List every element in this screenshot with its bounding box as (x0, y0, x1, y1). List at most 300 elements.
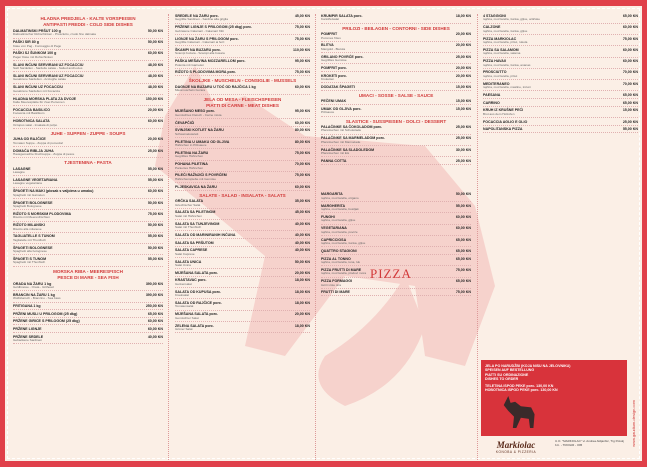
menu-item-price: 45,00 KN (294, 210, 310, 215)
menu-item (175, 260, 310, 270)
menu-item (13, 293, 163, 303)
menu-item (175, 25, 310, 35)
section-heading: PRILOZI - BEILAGEN - CONTORNI - SIDE DISHES (342, 25, 450, 31)
menu-item (13, 201, 163, 211)
menu-item-name: VEGETARIANA (321, 226, 347, 231)
menu-item-name: SALATA SA PILETINOM (175, 210, 216, 215)
menu-item (13, 282, 163, 292)
menu-item-name: PILETINA U UMAKU OD GLJIVA (175, 139, 230, 144)
menu-item-price: 65,00 KN (455, 237, 471, 242)
menu-item-name: ĆEVAPČIĆI (175, 120, 195, 125)
menu-item-name: FOCACCIA BASILICO (13, 107, 51, 112)
menu-item-name: CALZONE (483, 25, 501, 30)
menu-item-name: SALATA SA PRŠUTOM (175, 240, 214, 245)
fish-list (13, 282, 163, 345)
menu-item-price: 25,00 KN (147, 148, 163, 153)
menu-item-price: 25,00 KN (622, 119, 638, 124)
menu-item-name: BRANCIN NA ŽARU 1 kg (13, 292, 55, 297)
menu-item-price: 55,00 KN (455, 203, 471, 208)
menu-item-price: 150,00 KN (145, 96, 163, 101)
menu-item-name: PRŽENE GIRICE S PRILOGOM (25 dkg) (13, 319, 80, 324)
menu-item-name: PLJESKAVICA NA ŽARU (175, 184, 217, 189)
sides-list (321, 32, 471, 91)
menu-item (13, 63, 163, 73)
menu-column-3 (321, 14, 471, 298)
menu-item-description: Gesalzene Sardellen - Acciughe salate (13, 77, 67, 82)
menu-item (321, 249, 471, 255)
menu-item-price: 60,00 KN (294, 84, 310, 89)
menu-item-description: Tomaten Suppe - Zuppa di pomodori (13, 140, 64, 145)
menu-column-1 (13, 14, 163, 346)
menu-item-price: 60,00 KN (455, 226, 471, 231)
menu-item-name: SLANI INĆUNI SERVIRANI UZ FOCACCIU (13, 74, 84, 78)
menu-item-price: 20,00 KN (455, 43, 471, 48)
menu-item (13, 40, 163, 50)
menu-item-description: Spaghetti alla bolognese (13, 249, 47, 254)
menu-item-name: DOMAĆA RIBLJA JUHA (13, 148, 54, 153)
menu-item-row (321, 249, 471, 253)
column-divider (168, 14, 169, 460)
menu-item-name: KRUH IZ KRUŠNE PEĆI (483, 108, 524, 113)
special-order-price: HOBOTNICA ISPOD PEKE porc. 130,00 KN (485, 388, 558, 393)
menu-item-price: 18,00 KN (294, 301, 310, 306)
menu-item-price: 75,00 KN (455, 290, 471, 295)
menu-item-price: 40,00 KN (294, 221, 310, 226)
menu-item-name: LASAGNE (13, 166, 31, 171)
menu-item (13, 51, 163, 61)
menu-item-name: ŠPAGETI BOLOGNESE (13, 200, 53, 205)
menu-item-row (483, 93, 638, 97)
special-order-line: SPEISEN AUF BESTELLUNG (485, 368, 535, 373)
menu-item-description: rajčica, mozzarella, origano (321, 195, 359, 200)
menu-item (175, 14, 310, 24)
menu-item-price: 30,00 KN (455, 147, 471, 152)
menu-item-description: rajčica, mozzarella, pršut, rukola (483, 40, 528, 44)
menu-item-price: 18,00 KN (455, 14, 471, 18)
menu-item (13, 167, 163, 177)
menu-item-price: 20,00 KN (147, 107, 163, 112)
menu-item-row (321, 99, 471, 103)
menu-item-price: 75,00 KN (294, 173, 310, 178)
special-order-line: DISHES TO ORDER (485, 376, 519, 381)
menu-item-description: rajčica, mozzarella, tuna, luk (321, 259, 361, 264)
menu-item-name: PROSCIUTTO (483, 70, 507, 75)
menu-item-price: 55,00 KN (147, 257, 163, 262)
menu-item-price: 60,00 KN (147, 119, 163, 124)
menu-item-description: Wolfsbarsch - Branzino - Sea bass (13, 296, 61, 301)
menu-item-price: 40,00 KN (294, 233, 310, 238)
menu-item-name: SALATA CAPRESE (175, 248, 208, 253)
menu-item (483, 82, 638, 92)
menu-item-row (321, 290, 471, 294)
menu-item-price: 250,00 KN (145, 304, 163, 309)
fish-list-continued (175, 14, 310, 76)
menu-item-description: Lasagne vegetariana (13, 181, 42, 186)
menu-item (175, 278, 310, 288)
menu-item (321, 159, 471, 165)
meat-list (175, 109, 310, 190)
menu-item-name: PIZZA AL TONNO (321, 256, 351, 261)
menu-item-price: 65,00 KN (622, 14, 638, 18)
menu-item-name: RIŽOTO MILANSKI (13, 223, 45, 228)
menu-item-price: 48,00 KN (147, 85, 163, 90)
menu-item-description: Pager Käse mit Rohschinken (13, 54, 53, 59)
menu-item (175, 233, 310, 239)
sauces-list (321, 99, 471, 116)
menu-item-name: POMFRIT (321, 32, 338, 37)
menu-item-name: ZELENA SALATA porc. (175, 323, 214, 328)
section-heading: PIATTI DI CARNE - MEAT DISHES (206, 103, 279, 108)
menu-item (483, 14, 638, 24)
menu-item-name: QUATTRO STAGIONI (321, 248, 357, 253)
section-heading: MORSKA RIBA - MEERESFISCH (53, 268, 123, 274)
section-heading: ŠKOLJKE - MUSCHELN - CONSIGLIE - MUSSELS (188, 78, 297, 84)
pasta-list (13, 167, 163, 267)
menu-item-name: PIZZA SA SALAMOM (483, 47, 519, 52)
menu-item-price: 25,00 KN (455, 54, 471, 59)
menu-item-description: rajčica, mozzarella, masline, inćuni (483, 85, 531, 90)
menu-item-name: PALAČINKE SA SLADOLEDOM (321, 147, 375, 152)
menu-item-row (321, 66, 471, 70)
menu-item (483, 108, 638, 118)
menu-item-name: MARGARITA (321, 192, 343, 197)
menu-item-name: MIJEŠANA SALATA porc. (175, 312, 219, 317)
menu-item-description: Schweinekotelett (175, 131, 199, 136)
menu-item-price: 15,00 KN (455, 106, 471, 111)
menu-item (175, 173, 310, 183)
menu-item-price: 50,00 KN (147, 40, 163, 45)
menu-item-description: četiri vrste sira (321, 282, 341, 287)
menu-item (175, 85, 310, 95)
menu-item (13, 212, 163, 222)
menu-item-description: Hähnchen in Pilzsauce (175, 143, 207, 147)
menu-item (175, 241, 310, 247)
menu-item-price: 60,00 KN (147, 189, 163, 194)
menu-item-description: Mangold - Bietola (321, 46, 346, 51)
menu-item (13, 29, 163, 39)
menu-item-description: Gebackene Sardinen (13, 337, 43, 342)
section-heading: UMACI - SOSSE - SALSE - SAUCE (358, 92, 434, 98)
menu-item-name: CARRINO (483, 100, 500, 105)
menu-item (13, 149, 163, 159)
menu-item-price: 75,00 KN (147, 211, 163, 216)
menu-item-description: Salat Unica (175, 262, 191, 267)
menu-item (13, 189, 163, 199)
menu-item-description: Paniertes Hähnchen (175, 165, 204, 170)
menu-item-price: 50,00 KN (147, 200, 163, 205)
menu-item-description: Kroketten (321, 77, 335, 81)
menu-item (13, 312, 163, 318)
menu-item-description: Tomatensalat (175, 304, 194, 309)
menu-item (13, 85, 163, 95)
menu-item-name: SALATA OD RAJČICE porc. (175, 301, 222, 306)
menu-item (175, 199, 310, 209)
menu-item-description: Tagliatelle mit Thunfisch (13, 237, 46, 242)
menu-item-price: 20,00 KN (294, 312, 310, 317)
menu-item-price: 40,00 KN (294, 248, 310, 253)
menu-item (13, 234, 163, 244)
menu-item-price: 50,00 KN (147, 28, 163, 33)
menu-item-description: Pommes frites (321, 35, 341, 40)
menu-item-name: PIZZA FORMAGGI (321, 279, 353, 284)
menu-item-name: JUHA OD RAJČICE (13, 137, 46, 142)
address-text: U.O. "MARKIOLAC" vl. Andrea Aldjanbic, Trg Pokolj b.b. - TROGIR - OIB (555, 439, 624, 447)
menu-item-price: 60,00 KN (622, 25, 638, 30)
menu-item-name: LASAGNE VEGETARIANA (13, 178, 58, 182)
menu-item-row (175, 271, 310, 275)
section-heading: SALATE - SALAD - INSALATA - SALATS (199, 192, 286, 198)
donkey-logo-icon (498, 392, 538, 440)
menu-item-price: 60,00 KN (147, 326, 163, 331)
soups-list (13, 137, 163, 158)
menu-column-4 (483, 14, 638, 364)
menu-item-name: NAPOLITANSKA PIZZA (483, 127, 523, 132)
menu-item-price: 95,00 KN (294, 109, 310, 114)
menu-item-price: 60,00 KN (622, 59, 638, 64)
designer-credit: www.gaudium-design.com (631, 400, 636, 447)
logo-wordmark: Markiolac (496, 440, 536, 450)
menu-item-price: 55,00 KN (622, 127, 638, 132)
menu-item (13, 97, 163, 107)
menu-item-description: Krautsalat (175, 293, 189, 298)
menu-item-row (483, 120, 638, 124)
menu-item (13, 137, 163, 147)
menu-item (175, 128, 310, 138)
menu-item-name: FRITIGANA 1 kg (13, 304, 41, 309)
menu-item-row (321, 85, 471, 89)
menu-item-name: SALATA OD MARINIRANIH INĆUNA (175, 233, 236, 238)
desserts-list (321, 125, 471, 165)
special-order-price: TELETINA ISPOD PEKE porc. 130,00 KN (485, 384, 554, 389)
menu-item (321, 192, 471, 202)
menu-item-price: 48,00 KN (147, 62, 163, 67)
menu-item-description: Pfannkuchen mit Marmelade (321, 139, 361, 144)
menu-item-description: rajčica, mozzarella, povrće (321, 229, 358, 234)
menu-item-name: PAŠKA MEŠAVINA MOZZARELLOM porc. (175, 59, 246, 64)
menu-item (175, 109, 310, 119)
section-heading: ANTIPASTI FREDDI - COLD SIDE DISHES (43, 22, 133, 28)
menu-item (321, 66, 471, 72)
menu-item (483, 70, 638, 80)
menu-item-price: 65,00 KN (147, 311, 163, 316)
menu-item (175, 185, 310, 191)
menu-item (175, 59, 310, 69)
menu-item-description: rajčica, mozzarella, bosiljak (321, 207, 359, 212)
menu-item-price: 390,00 KN (145, 281, 163, 286)
menu-item-name: FUNGHI (321, 215, 335, 220)
menu-item-name: FRUTTI DI MARE (321, 290, 350, 295)
menu-item (175, 290, 310, 300)
menu-item-name: GRILANO POVRĆE porc. (321, 54, 364, 59)
menu-item-name: ŠKAMPI NA BUZARU porc. (175, 47, 221, 52)
section-heading: JUHE - SUPPEN - ZUPPE - SOUPS (50, 130, 126, 136)
menu-item-price: 18,00 KN (294, 323, 310, 328)
menu-item-row (175, 185, 310, 189)
menu-item (321, 215, 471, 225)
menu-item-name: ŠPAGETI BOLOGNESE (13, 245, 53, 250)
menu-item-description: rajčica, mozzarella, šunka, gljive (483, 28, 528, 33)
logo-subtitle: KONOBA & PIZZERIA (495, 450, 537, 454)
menu-item-price: 25,00 KN (455, 136, 471, 141)
menu-item-name: FOCACCIA AGLIO E OLIO (483, 119, 528, 124)
menu-item (483, 120, 638, 126)
menu-item-name: MARGHERITA (321, 203, 346, 208)
section-heading: HLADNA PREDJELA - KALTE VORSPEISEN (40, 16, 136, 21)
menu-item-row (483, 101, 638, 105)
menu-item-name: BLITVA (321, 43, 334, 48)
menu-item-name: SLANI INĆUNI SERVIRANI UZ FOCACCIU (13, 62, 84, 67)
menu-item-price: 75,00 KN (294, 150, 310, 155)
menu-item-name: KROKETI porc. (321, 73, 347, 78)
menu-item (175, 324, 310, 334)
mussels-list (175, 85, 310, 95)
menu-item-price: 390,00 KN (145, 292, 163, 297)
menu-item (321, 85, 471, 91)
menu-item-name: DODATAK ŠPAGETI (321, 84, 355, 89)
menu-item (483, 127, 638, 133)
menu-item-price: 60,00 KN (147, 319, 163, 324)
menu-item-price: 25,00 KN (455, 125, 471, 129)
menu-item-name: PAŠKI SJ ŠUNKOM 100 g (13, 51, 57, 56)
special-order-line: JELA PO NARUDŽBI (KOJA NISU NA JELOVNIKU) (485, 364, 571, 368)
menu-item (13, 335, 163, 345)
menu-item-price: 75,00 KN (294, 25, 310, 30)
menu-item-row (13, 327, 163, 331)
menu-item-description: Kalte Meeresplatte für zwei Personen (13, 100, 65, 104)
menu-item-price: 20,00 KN (294, 270, 310, 275)
menu-item-price: 70,00 KN (294, 162, 310, 167)
menu-item-price: 60,00 KN (622, 47, 638, 52)
menu-item-row (13, 319, 163, 323)
menu-item-description: rajčica, mozzarella, plodovi mora (321, 271, 367, 276)
menu-item-price: 70,00 KN (622, 81, 638, 86)
menu-item (175, 301, 310, 311)
menu-item-description: Polenta mit Garnelen (175, 62, 205, 67)
menu-item-price: 20,00 KN (147, 137, 163, 142)
menu-item (321, 226, 471, 236)
menu-item (321, 99, 471, 105)
menu-item-price: 50,00 KN (294, 259, 310, 264)
column-divider (315, 14, 316, 460)
menu-item-name: DAGNJE NA BUZARU U TOĆ OD RAJČICA 1 kg (175, 84, 256, 89)
menu-item-description: Lasagne (13, 170, 25, 175)
cold-dishes-list (13, 29, 163, 129)
menu-item-name: GRČKA SALATA (175, 199, 204, 204)
menu-item-price: 18,00 KN (294, 278, 310, 283)
menu-item-name: TAGLIATELLE S TUNOM (13, 234, 55, 239)
special-order-line: PIATTI SU ORDINAZIONE (485, 372, 529, 377)
menu-item-name: PALAČINKE SA ČOKOLADOM porc. (321, 125, 383, 129)
menu-item (13, 119, 163, 129)
menu-item-description: Pfannkuchen mit Eis (321, 151, 350, 155)
menu-item (483, 101, 638, 107)
menu-item (175, 312, 310, 322)
menu-item-name: PRŽENE SRDELE (13, 334, 44, 339)
menu-item-name: PILEĆI RAŽNJIĆI S POVRĆEM (175, 173, 227, 178)
menu-item-price: 75,00 KN (455, 267, 471, 272)
menu-item-name: PALAČINKE SA MARMELADOM porc. (321, 136, 386, 141)
menu-item (483, 59, 638, 69)
menu-item (483, 25, 638, 35)
menu-item-name: POHANA PILETINA (175, 162, 208, 167)
menu-item-name: ŠPAGETI NA MAKI (plosak s valjcima u umaku) (13, 189, 94, 194)
menu-item (321, 32, 471, 42)
menu-item-description: Miesmuscheln buzara (175, 88, 206, 93)
menu-item (321, 107, 471, 117)
menu-item-description: Spaghetti Bolognese (13, 204, 42, 208)
menu-item-description: rajčica, mozzarella, šunka, ananas (483, 62, 531, 67)
menu-item-row (175, 233, 310, 237)
menu-item (175, 70, 310, 76)
menu-item (321, 125, 471, 135)
menu-item-name: KRUMPIR SALATA porc. (321, 14, 363, 18)
menu-item (175, 37, 310, 47)
menu-item-description: Risotto alla milanese (13, 226, 42, 231)
menu-item-name: SVINJSKI KOTLET NA ŽARU (175, 128, 224, 133)
menu-item-price: 60,00 KN (294, 120, 310, 125)
menu-item (321, 136, 471, 146)
menu-item-row (13, 312, 163, 316)
menu-item (13, 304, 163, 310)
menu-item-name: SALATA OD KUPUSA porc. (175, 289, 222, 294)
section-heading: JELA OD MESA - FLEISCHSPEISEN (203, 96, 282, 102)
menu-item (321, 290, 471, 296)
menu-item-description: Hähnchenspieße mit Gemüse (175, 176, 216, 181)
menu-item (321, 148, 471, 158)
menu-item-description: Gemischter Salat (175, 315, 199, 320)
menu-item-price: 25,00 KN (455, 158, 471, 163)
menu-item-name: POMFRIT porc. (321, 66, 347, 70)
menu-item-description: Gegrilltes Hähnchen (175, 154, 204, 159)
menu-item (483, 37, 638, 47)
menu-item-price: 35,00 KN (294, 199, 310, 204)
menu-item (13, 108, 163, 118)
menu-item-price: 18,00 KN (294, 289, 310, 294)
menu-item-price: 110,00 KN (293, 47, 310, 52)
menu-item-price: 60,00 KN (294, 184, 310, 189)
menu-item-name: SREDELE NA ŽARU porc. (175, 14, 219, 18)
menu-item-price: 65,00 KN (455, 256, 471, 261)
menu-item-price: 20,00 KN (455, 73, 471, 78)
menu-item (483, 93, 638, 99)
menu-item-price: 60,00 KN (455, 215, 471, 220)
menu-item-name: PRŽENI MUSLI U PRILOGOM (25 dkg) (13, 311, 78, 316)
menu-item-price: 40,00 KN (147, 334, 163, 339)
menu-item (13, 246, 163, 256)
menu-item-price: 55,00 KN (147, 178, 163, 182)
menu-item-price: 45,00 KN (294, 14, 310, 18)
menu-item-price: 95,00 KN (294, 59, 310, 64)
menu-item (13, 319, 163, 325)
menu-item-description: rajčica, mozzarella, šunka, gljive, artičoke (483, 17, 540, 22)
menu-item (175, 48, 310, 58)
menu-item-description: Salat mit Thunfisch (175, 225, 202, 230)
menu-item-description: Goldbrasse - Orata - Gilthead (13, 285, 54, 289)
menu-item-name: LIGNJE NA ŽARU S PRILOGOM porc. (175, 36, 239, 41)
menu-item-description: Kartoffelsalat (321, 17, 340, 22)
menu-item (321, 14, 471, 24)
menu-item-description: Hausgemachte Fischsuppe - Zuppa di pesce (13, 152, 75, 156)
menu-item-description: Risotto mit Meeresfrüchten (13, 215, 50, 220)
menu-item-description: Pilzsauce (321, 110, 335, 115)
menu-item (13, 223, 163, 233)
menu-item-price: 50,00 KN (147, 223, 163, 228)
menu-item-name: CAPRICCIOSA (321, 237, 347, 242)
menu-item-name: SALATA UNICA (175, 259, 202, 264)
menu-item (175, 271, 310, 277)
menu-column-2 (175, 14, 310, 335)
menu-item-price: 50,00 KN (147, 245, 163, 250)
